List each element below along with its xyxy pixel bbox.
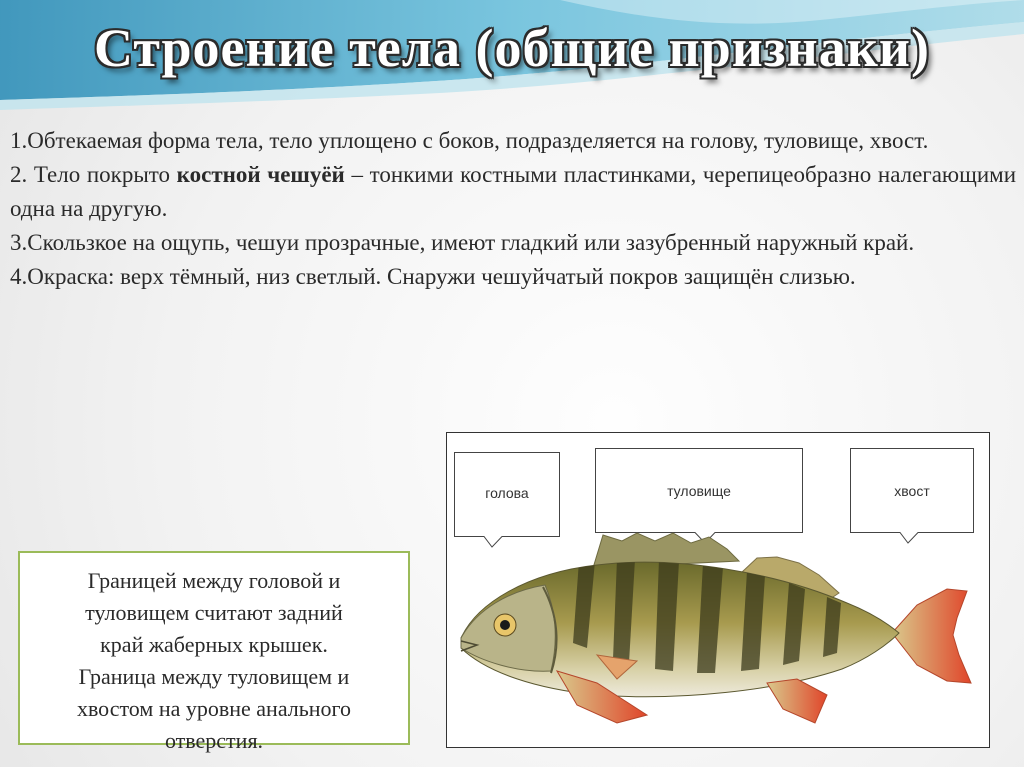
feature-item-4: 4.Окраска: верх тёмный, низ светлый. Снаружи чешуйчатый покров защищён слизью. xyxy=(10,264,856,289)
boundary-note-box xyxy=(18,551,410,753)
callout-head-label: голова xyxy=(485,485,529,501)
feature-list xyxy=(10,124,1016,294)
note-line: отверстия. xyxy=(164,728,264,753)
note-line: туловищем считают задний xyxy=(85,600,343,625)
feature-item-1: 1.Обтекаемая форма тела, тело уплощено с боков, подразделяется на голову, туловище, хвост. xyxy=(10,128,929,153)
feature-item-2-end: – тонкими костными пластинками, черепицеобразно налегающими одна на другую. xyxy=(10,162,1016,221)
feature-item-2-start: 2. Тело покрыто xyxy=(10,162,177,187)
feature-item-2 xyxy=(10,158,1016,226)
note-line: край жаберных крышек. xyxy=(100,632,328,657)
note-line: Граница между туловищем и xyxy=(78,664,350,689)
callout-body-label: туловище xyxy=(667,483,731,499)
note-line: Границей между головой и xyxy=(87,568,341,593)
note-line: хвостом на уровне анального xyxy=(76,696,352,721)
callout-tail-label: хвост xyxy=(894,483,930,499)
feature-item-3: 3.Скользкое на ощупь, чешуи прозрачные, имеют гладкий или зазубренный наружный край. xyxy=(10,230,915,255)
feature-item-2-bold: костной чешуёй xyxy=(176,162,345,187)
fish-diagram-panel xyxy=(446,432,990,748)
perch-fish-illustration xyxy=(447,433,991,749)
slide-title: Строение тела (общие признаки) xyxy=(94,18,930,78)
